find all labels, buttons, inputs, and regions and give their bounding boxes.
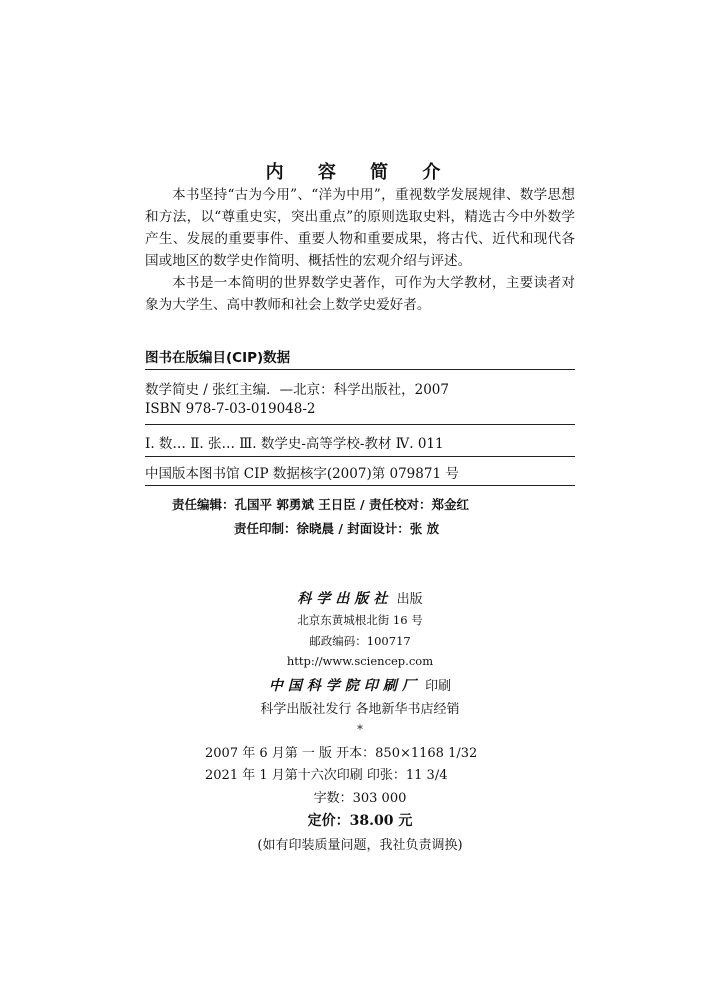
- edition-line-1: 2007 年 6 月第 一 版 开本：850×1168 1/32: [205, 746, 478, 761]
- credits-line-1: 责任编辑：孔国平 郭勇斌 王日臣 / 责任校对：郑金红: [172, 497, 469, 512]
- publisher-postcode: 邮政编码：100717: [309, 634, 411, 648]
- star-separator: *: [357, 722, 363, 736]
- price: 定价：38.00 元: [307, 813, 413, 829]
- summary-paragraph-2: 本书是一本简明的世界数学史著作，可作为大学教材，主要读者对象为大学生、高中教师和社会上数学史爱好者。: [145, 275, 575, 313]
- publisher-line: [0, 588, 720, 608]
- publisher-logo: 科学出版社: [297, 591, 393, 607]
- publisher-address: 北京东黄城根北街 16 号: [297, 613, 423, 627]
- cip-heading: 图书在版编目(CIP)数据: [145, 350, 291, 366]
- printer-suffix: 印刷: [425, 679, 452, 694]
- summary-paragraph-1: 本书坚持“古为今用”、“洋为中用”，重视数学发展规律、数学思想和方法，以“尊重史实，突出重点”的原则选取史料，精选古今中外数学产生、发展的重要事件、重要人物和重要成果，将古代、近代和现代各国或地区的数学史作简明、概括性的宏观介绍与评述。: [145, 187, 575, 269]
- quality-note: (如有印装质量问题，我社负责调换): [257, 838, 463, 853]
- edition-line-2: 2021 年 1 月第十六次印刷 印张：11 3/4: [205, 768, 448, 783]
- publisher-url: http://www.sciencep.com: [286, 654, 434, 668]
- publisher-suffix: 出版: [396, 592, 423, 607]
- divider: [145, 369, 575, 370]
- cip-line-4: 中国版本图书馆 CIP 数据核字(2007)第 079871 号: [145, 466, 459, 482]
- cip-line-2: ISBN 978-7-03-019048-2: [145, 401, 316, 417]
- divider: [145, 485, 575, 486]
- cip-line-3: Ⅰ. 数… Ⅱ. 张… Ⅲ. 数学史-高等学校-教材 Ⅳ. 011: [145, 436, 444, 452]
- printer-line: [0, 675, 720, 695]
- distribution-line: 科学出版社发行 各地新华书店经销: [260, 702, 460, 717]
- summary-title: 内 容 简 介: [265, 162, 455, 183]
- printer-logo: 中国科学院印刷厂: [268, 678, 421, 694]
- word-count: 字数：303 000: [313, 791, 407, 806]
- credits-line-2: 责任印制：徐晓晨 / 封面设计：张 放: [234, 521, 440, 536]
- divider: [145, 456, 575, 457]
- cip-line-1: 数学简史 / 张红主编．—北京：科学出版社，2007: [145, 382, 449, 398]
- divider: [145, 424, 575, 425]
